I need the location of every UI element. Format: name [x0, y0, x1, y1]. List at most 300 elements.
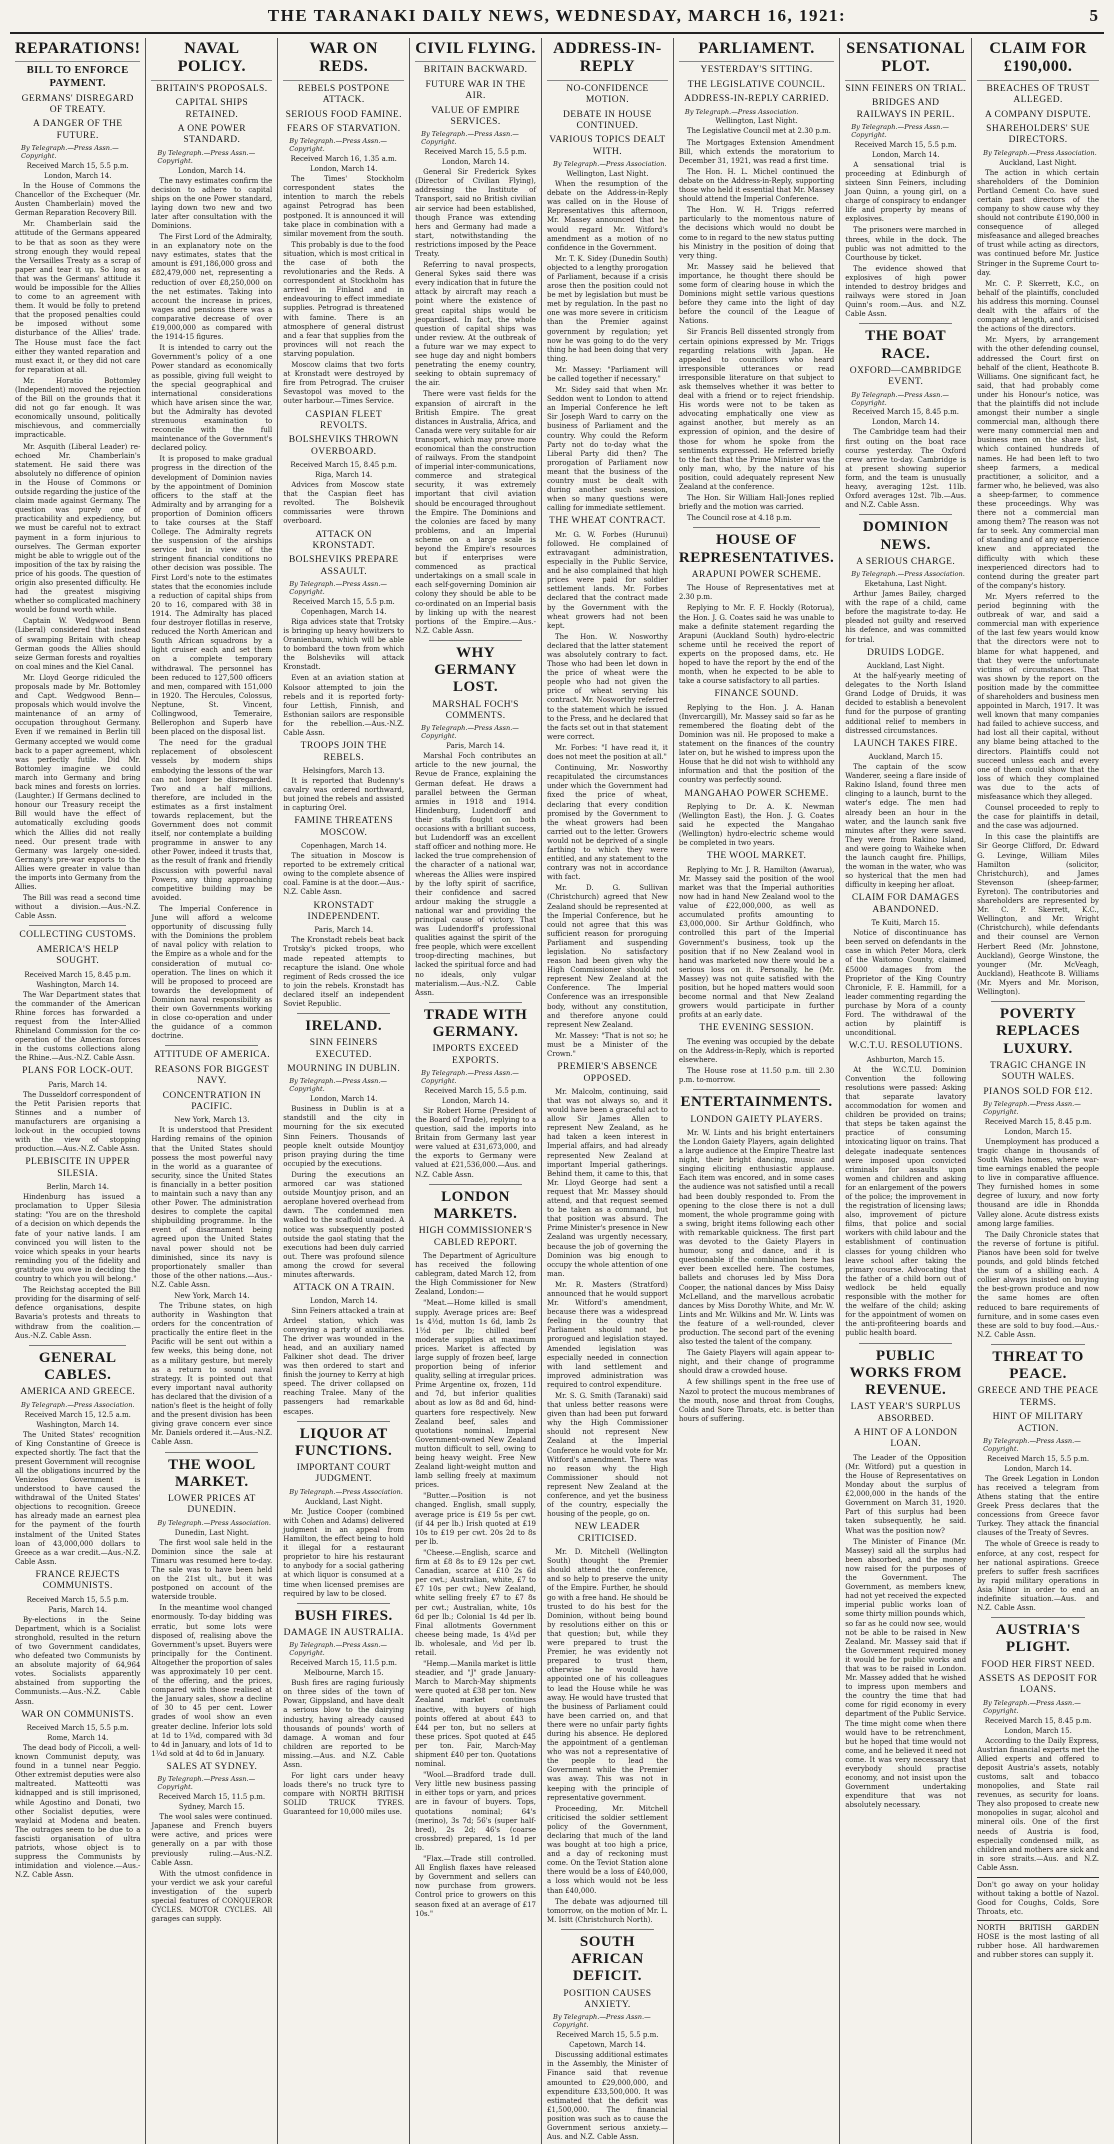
article-subheadline: BILL TO ENFORCE PAYMENT.	[26, 65, 129, 89]
dateline: New York, March 13.	[174, 1116, 250, 1125]
byline: By Telegraph.—Press Assn.—Copyright.	[157, 148, 256, 165]
article-paragraph: Marshal Foch contributes an article to the new journal, the Revue de France, explaining the German defeat. He draws a parallel between the German armies in 1918 and 1914. Hindenburg, Ludendorff and their staffs fought on both occasions with a brilliant success, but Ludendorff was an excellent staff officer and nothing more. He lacked the true comprehension of the character of a national war, whereas the Allies were inspired by the lofty spirit of sacrifice, their confidence and sacred ardour making the struggle a national war and providing the principal cause of victory. That was Ludendorff's professional qualities against the spirit of the free people, which were excellent troop-directing machines, but lacked the spiritual force and had no ideals, only vulgar materialism.—Aus.-N.Z. Cable Assn.	[415, 752, 536, 997]
divider	[297, 1603, 390, 1604]
article-paragraph: At the half-yearly meeting of delegates to the North Island Grand Lodge of Druids, it was decided to establish a benevolent fund for the purpose of granting additional relief to members in distressed circumstances.	[845, 672, 967, 735]
column-headline: CLAIM FOR £190,000.	[977, 40, 1099, 81]
column-headline: CIVIL FLYING.	[415, 40, 536, 62]
article-paragraph: Notice of discontinuance has been served on defendants in the case in which Peter Mora, clerk of the Waitomo County, claimed £5000 damages from the Proprietor of the King Country Chronicle, F. E. Hammill, for a leader commenting regarding the purchase by Mora of a county Ford. The withdrawal of the action by plaintiff is unconditional.	[845, 929, 967, 1038]
dateline: Auckland, Last Night.	[866, 662, 945, 671]
dateline: Helsingfors, March 13.	[302, 766, 385, 775]
article-paragraph: There were vast fields for the expansion of aircraft in the British Empire. The great distances in Australia, Africa, and Canada were very suitable for air transport, which may prove more economical than the construction of railways. From the standpoint of imperial inter-communications, commerce and strategical security, it was extremely important that civil aviation should be encouraged throughout the Empire. The Dominions and the colonies are faced by many problems, and an Imperial scheme on a large scale is beyond the Empire's resources but if enterprises were commenced as practical undertakings on a small scale in each self-governing Dominion air colony they should be able to be co-ordinated on an Imperial basis by linking up with the nearest portions of the Empire.—Aus.-N.Z. Cable Assn.	[415, 390, 536, 635]
article-paragraph: In the House of Commons the Chancellor of the Exchequer (Mr. Austen Chamberlain) moved the German Reparation Recovery Bill.	[15, 181, 141, 218]
byline: By Telegraph.—Press Assn.—Copyright.	[983, 1698, 1081, 1715]
byline: By Telegraph.—Press Assn.—Copyright.	[21, 144, 119, 161]
article-subheadline: ARAPUNI POWER SCHEME.	[691, 569, 822, 580]
article-subheadline: TROOPS JOIN THE REBELS.	[300, 741, 387, 763]
article-paragraph: Referring to naval prospects, General Sykes said there was every indication that in future the attack by aircraft may reach a point where the existence of great capital ships would be jeopardised. In fact, the whole question of capital ships was under review. At the outbreak of a future war we may expect to see huge day and night bombers penetrating the enemy country, seeking to obtain supremacy of the air.	[415, 261, 536, 388]
article-subheadline: CLAIM FOR DAMAGES ABANDONED.	[851, 893, 960, 915]
divider	[991, 1617, 1085, 1618]
article-paragraph: Sir Robert Horne (President of the Board of Trade), replying to a question, said the imports into Britain from Germany last year were valued at £31,673,000, and the exports to Germany were valued at £21,536,000.—Aus. and N.Z. Cable Assn.	[415, 1106, 536, 1179]
article-subheadline: MARSHAL FOCH'S COMMENTS.	[432, 699, 519, 722]
article-paragraph: Mr. S. G. Smith (Taranaki) said that unless better reasons were given than had been put forward why the High Commissioner should not represent New Zealand at the Imperial Conference he would vote for Mr. Witford's amendment. There was no reason why the High Commissioner should not represent New Zealand at the conference, and yet the business of the country, especially the housing of the people, go on.	[547, 1392, 668, 1519]
article-paragraph: At the W.C.T.U. Dominion Convention the following resolutions were passed: Asking that separate lavatory accommodation for women and children be provided on trains; that steps be taken against the practice of consuming intoxicating liquor on trains. That delegate inadequate sentences were imposed upon convicted criminals for assaults upon women and children and asking for an enlargement of the powers of the police; the improvement in the registration of licensing laws; also, improvement of picture films, that police and social workers with child labour and the establishment of continuation classes for young children who leave school after taking the primary course. Advocating that the father of a child born out of wedlock be held equally responsible with the mother for the welfare of the child; asking for the appointment of women on the anti-profiteering boards and public health board.	[845, 1065, 967, 1338]
dateline: Received March 15, 5.5 p.m.	[424, 1086, 527, 1095]
article-subheadline: FOOD HER FIRST NEED.	[981, 1659, 1095, 1670]
dateline: Received March 15, 11.5 p.m.	[158, 1793, 266, 1802]
dateline: London, March 14.	[309, 1095, 378, 1104]
dateline: Received March 15, 12.5 a.m.	[24, 1410, 131, 1419]
column-headline: PARLIAMENT.	[679, 40, 834, 62]
article-paragraph: Bush fires are raging furiously on three sides of the town of Powar, Gippsland, and have dealt a serious blow to the dairying industry, having already caused thousands of pounds' worth of damage. A woman and four children are reported to be missing.—Aus. and N.Z. Cable Assn.	[283, 1679, 405, 1770]
byline: By Telegraph.—Press Assn.—Copyright.	[289, 580, 388, 596]
article-subheadline: A HINT OF A LONDON LOAN.	[853, 1428, 958, 1450]
article-subheadline: REASONS FOR BIGGEST NAVY.	[154, 1064, 269, 1087]
article-paragraph: The action in which certain shareholders of the Dominion Portland Cement Co. have sued certain past directors of the company to show cause why they should not contribute £190,000 in consequence of alleged misfeasance and alleged breaches of trust while acting as directors, was continued before Mr. Justice Stringer in the Supreme Court to-day.	[977, 168, 1099, 277]
article-subheadline: MOURNING IN DUBLIN.	[287, 1064, 401, 1075]
page-number: 5	[1089, 6, 1098, 25]
dateline: New York, March 14.	[174, 1292, 250, 1300]
columns	[10, 38, 1104, 2142]
article-subheadline: DAMAGE IN AUSTRALIA.	[283, 1627, 404, 1638]
article-subheadline: AMERICA'S HELP SOUGHT.	[36, 944, 119, 967]
masthead-title: THE TARANAKI DAILY NEWS, WEDNESDAY, MARCH 16, 1921:	[267, 6, 847, 25]
dateline: Paris, March 14.	[314, 926, 374, 935]
article-subheadline: LONDON GAIETY PLAYERS.	[690, 1114, 823, 1125]
article-paragraph: The evidence showed that explosives of high power intended to destroy bridges and railways were stored in Joan Quinn's room.—Aus. and N.Z. Cable Assn.	[845, 264, 967, 319]
dateline: London, March 14.	[441, 158, 510, 167]
article-paragraph: The Kronstadt rebels beat back Trotsky's picked troops, who made repeated attempts to recapture the island. One whole regiment of Reds crossed the ice to join the rebels. Kronstadt has declared itself an independent Soviet Republic.	[283, 936, 405, 1008]
divider	[991, 1344, 1085, 1345]
article-paragraph: With the utmost confidence in your verdict we ask your careful investigation of the superb special features of CONQUEROR CYCLES. MOTOR CYCLES. All garages can supply.	[151, 1869, 273, 1924]
article-paragraph: The Dusseldorf correspondent of the Petit Parisien reports that Stinnes and a number of manufacturers are organising a lock-out in the occupied towns with the view of stopping production.—Aus.-N.Z. Cable Assn.	[15, 1090, 141, 1154]
dateline: Wellington, Last Night.	[566, 170, 649, 179]
column-headline: REPARATIONS!	[15, 40, 140, 62]
dateline: Received March 15, 5.5 p.m.	[26, 161, 129, 170]
article-subheadline: A ONE POWER STANDARD.	[177, 123, 246, 146]
article-headline: THE WOOL MARKET.	[168, 1456, 256, 1490]
article-headline: HOUSE OF REPRESENTATIVES.	[678, 532, 835, 566]
article-subheadline: PLANS FOR LOCK-OUT.	[22, 1066, 134, 1077]
article-subheadline: HIGH COMMISSIONER'S CABLED REPORT.	[418, 1226, 533, 1248]
article-paragraph: It is reported that Budenny's cavalry was ordered northward, but joined the rebels and assisted in capturing Orel.	[283, 776, 405, 813]
article-subheadline: A SERIOUS CHARGE.	[856, 556, 956, 567]
article-paragraph: Replying to the Hon. J. A. Hanan (Invercargill), Mr. Massey said so far as he remembered the floating debt of the Dominion was nil. He proposed to make a statement on the finances of the country later on, but he wished to impress upon the House that he did not wish to withhold any information and that the position of the country was perfectly sound.	[678, 703, 835, 785]
article-subheadline: SHAREHOLDERS' SUE DIRECTORS.	[986, 123, 1090, 146]
article-subheadline: FAMINE THREATENS MOSCOW.	[294, 816, 394, 838]
article-subheadline: LAST YEAR'S SURPLUS ABSORBED.	[850, 1402, 961, 1424]
article-paragraph: The House rose at 11.50 p.m. till 2.30 p.m. to-morrow.	[678, 1067, 835, 1085]
article-headline: SOUTH AFRICAN DEFICIT.	[571, 1933, 644, 1985]
article-subheadline: VALUE OF EMPIRE SERVICES.	[431, 105, 520, 127]
byline: By Telegraph.—Press Assn.—Copyright.	[421, 130, 519, 147]
article-paragraph: The whole of Greece is ready to enforce, at any cost, respect for her national aspirations. Greece prefers to suffer fresh sacrifices by rapid military operations in Asia Minor in order to end an indefinite situation.—Aus. and N.Z. Cable Assn.	[977, 1540, 1099, 1613]
article-subheadline: NO-CONFIDENCE MOTION.	[566, 83, 649, 106]
article-subheadline: SINN FEINERS ON TRIAL.	[845, 83, 966, 94]
article-paragraph: The First Lord of the Admiralty, in an explanatory note on the navy estimates, states that the amount is £91,186,000 gross and £82,479,000 net, representing a reduction of over £8,250,000 on the net estimates. Taking into account the increase in prices, wages and pensions there was a comparative decrease of over £19,000,000 as compared with the 1914-15 figures.	[151, 233, 273, 342]
article-subheadline: REBELS POSTPONE ATTACK.	[297, 83, 390, 106]
article-subheadline: BRIDGES AND RAILWAYS IN PERIL.	[856, 98, 955, 120]
article-paragraph: For light cars under heavy loads there's no truck tyre to compare with NORTH BRITISH SOLID TRUCK TYRES. Guaranteed for 10,000 miles use.	[283, 1772, 405, 1817]
dateline: Auckland, Last Night.	[999, 158, 1077, 167]
dateline: London, March 14.	[309, 165, 378, 174]
article-subheadline: SALES AT SYDNEY.	[166, 1761, 258, 1772]
article-paragraph: The prisoners were marched in threes, while in the dock. The public was not admitted to the Courthouse by ticket.	[845, 226, 967, 262]
article-paragraph: Advices from Moscow state that the Caspian fleet has revolted. The Bolshevik commissaries were thrown overboard.	[283, 481, 405, 526]
article-paragraph: The Legislative Council met at 2.30 p.m.	[686, 127, 831, 136]
dateline: Sydney, March 15.	[178, 1803, 245, 1812]
article-paragraph: In this case the plaintiffs are Sir George Clifford, Dr. Edward G. Levinge, William Miles Hamilton (solicitor, Christchurch), and James Stevenson (sheep-farmer, Eyreton). The contributories and shareholders are represented by Mr. C. P. Skerrett, K.C., Wellington, and Mr. Wright (Christchurch), while defendants and their counsel are Vernon Herbert Reed (Mr. Johnstone, Auckland), George Winstone, the younger (Mr. McVeagh, Auckland), Heathcote B. Williams (Mr. Myers and Mr. Morison, Wellington).	[977, 833, 1099, 996]
dateline: Eketahuna, Last Night.	[864, 580, 947, 589]
article-paragraph: The Department of Agriculture has received the following cablegram, dated March 12, from the High Commissioner for New Zealand, London:—	[415, 1251, 536, 1297]
dateline: Washington, March 14.	[36, 980, 119, 989]
article-headline: TRADE WITH GERMANY.	[423, 1006, 528, 1041]
byline: By Telegraph.—Press Association.	[289, 1487, 403, 1496]
dateline: Te Kuiti, March 15.	[871, 919, 940, 928]
article-paragraph: The Imperial Conference in June will afford a welcome opportunity of discussing fully with the Dominions the problem of naval policy with relation to the Empire as a whole and for the consideration of mutual co-operation. The lines on which it will be proposed to proceed are towards the development of Dominion naval responsibility as their own Governments working in close co-operation and under the guidance of a common doctrine.	[151, 904, 273, 1041]
article-paragraph: The Reichstag accepted the Bill providing for the disarming of self-defence organisations, despite Bavaria's protests and threats to withdraw from the coalition.—Aus.-N.Z. Cable Assn.	[15, 1286, 141, 1340]
article-subheadline: ADDRESS-IN-REPLY CARRIED.	[684, 94, 829, 105]
article-subheadline: GREECE AND THE PEACE TERMS.	[977, 1386, 1099, 1408]
dateline: Received March 15, 5.5 p.m.	[854, 140, 957, 149]
advertisement: Don't go away on your holiday without taking a bottle of Nazol. Good for Coughs, Colds, Sore Throats, etc.	[977, 1877, 1099, 1916]
article-subheadline: GERMANS' DISREGARD OF TREATY.	[21, 93, 134, 115]
dateline: Washington, March 14.	[36, 1420, 119, 1429]
dateline: Copenhagen, March 14.	[300, 842, 387, 851]
byline: By Telegraph.—Press Assn.—Copyright.	[983, 1100, 1081, 1116]
article-paragraph: "Flax.—Trade still controlled. All English flaxes have released by Government and sellers can now purchase from growers. Control price to growers on this season fixed at an average of £17 10s."	[415, 1855, 536, 1918]
dateline: Received March 15, 8.45 p.m.	[984, 1716, 1092, 1725]
article-subheadline: POSITION CAUSES ANXIETY.	[563, 1988, 652, 2011]
dateline: Received March 15, 5.5 p.m.	[424, 148, 527, 157]
article-subheadline: PIANOS SOLD FOR £12.	[983, 1086, 1093, 1097]
article-subheadline: PREMIER'S ABSENCE OPPOSED.	[557, 1062, 658, 1084]
byline: By Telegraph.—Press Assn.—Copyright.	[553, 2013, 651, 2030]
article-paragraph: General Sir Frederick Sykes (Director of Civilian Flying), addressing the Institute of Transport, said no British civilian air service had been established, though France was extending hers and Germany had made a start, notwithstanding the restrictions imposed by the Peace Treaty.	[415, 168, 536, 258]
article-subheadline: YESTERDAY'S SITTING.	[700, 65, 813, 76]
byline: By Telegraph.—Press Association.	[983, 148, 1097, 157]
article-subheadline: WAR ON COMMUNISTS.	[21, 1709, 134, 1720]
article-paragraph: The debate was adjourned till tomorrow, on the motion of Mr. L. M. Isitt (Christchurch North).	[547, 1897, 668, 1924]
byline: By Telegraph.—Press Assn.—Copyright.	[289, 1641, 388, 1658]
article-paragraph: Even at an aviation station at Kolsoor attempted to join the rebels and it is reported forty-four Lettish, Finnish, and Esthonian sailors are responsible for the rebellion.—Aus.-N.Z. Cable Assn.	[283, 674, 405, 738]
article-paragraph: Mr. Massey said he believed that importance, he thought there should be some form of clearing house in which the Dominions might settle various questions before they came into the light of day before the council of the League of Nations.	[678, 262, 835, 326]
article-paragraph: The Cambridge team had their first outing on the boat race course yesterday. The Oxford crew arrive to-day. Cambridge is at present showing superior form, and the team is unusually heavy, averaging 12st. 11lb. Oxford averages 12st. 7lb.—Aus. and N.Z. Cable Assn.	[845, 428, 967, 510]
article-paragraph: Mr. Horatio Bottomley (Independent) moved the rejection of the Bill on the grounds that it did not go far enough. It was economically unsound, politically mischievous, and commercially impracticable.	[15, 376, 141, 440]
article-paragraph: Discussing additional estimates in the Assembly, the Minister of Finance said that revenue amounted to £29,000,000, and expenditure £33,500,000. It was estimated that the deficit was £1,500,000. The financial position was such as to cause the Government serious anxiety.—Aus. and N.Z. Cable Assn.	[547, 2051, 668, 2142]
dateline: London, March 14.	[871, 150, 940, 159]
article-paragraph: This probably is due to the food situation, which is most critical in the case of both the revolutionaries and the Reds. A correspondent at Stockholm has arrived in Finland and in endeavouring to effect immediate supplies. Petrograd is threatened with famine. There is an atmosphere of general distrust and a fear that supplies from the provinces will not reach the starving population.	[283, 240, 405, 358]
dateline: Received March 15, 8.45 p.m.	[984, 1117, 1092, 1126]
article-paragraph: The Hon. Sir William Hall-Jones replied briefly and the motion was carried.	[678, 494, 835, 512]
article-subheadline: CAPITAL SHIPS RETAINED.	[175, 98, 249, 120]
dateline: Received March 15, 5.5 p.m.	[556, 2031, 659, 2040]
article-subheadline: THE EVENING SESSION.	[699, 1023, 814, 1034]
article-paragraph: It is understood that President Harding remains of the opinion that the United States should possess the most powerful navy in the world as a guarantee of security, since the United States is financially in a better position to maintain such a navy than any other Power. The administration desires to complete the capital shipbuilding programme. In the event of disarmament being agreed upon the United States naval power should not be diminished, since its navy is proportionately smaller than those of the other nations.—Aus.-N.Z. Cable Assn.	[151, 1126, 273, 1289]
divider	[991, 1001, 1085, 1002]
dateline: Dunedin, Last Night.	[174, 1528, 249, 1537]
byline: By Telegraph.—Press Assn.—Copyright.	[421, 724, 519, 741]
dateline: Paris, March 14.	[48, 1080, 108, 1089]
article-paragraph: The first wool sale held in the Dominion since the sale at Timaru was resumed here to-day. The sale was to have been held on the 21st ult., but it was postponed on account of the waterside trouble.	[151, 1538, 273, 1602]
article-paragraph: Unemployment has produced a tragic change in thousands of South Wales homes, where war-time earnings enabled the people to live in comparative affluence. They furnished homes in some degree of luxury, and now forty thousand are idle in Rhondda Valley alone. Acute distress exists among large families.	[977, 1137, 1099, 1228]
article-paragraph: A sensational trial is proceeding at Edinburgh of sixteen Sinn Feiners, including Joan Quinn, a young girl, on a charge of conspiracy to endanger life and property by means of explosives.	[845, 160, 967, 224]
divider	[29, 1345, 126, 1346]
article-paragraph: The need for the gradual replacement of obsolescent vessels by modern ships embodying the lessons of the war can not longer be disregarded. Two and a half millions, therefore, are included in the estimates as a first instalment towards replacement, but the Government does not commit itself, nor contemplate a building programme in answer to any other Power, indeed it trusts that, as the result of frank and friendly discussion with powerful naval Powers, any thing approaching competitive building may be avoided.	[151, 739, 273, 902]
column-5	[542, 38, 674, 2144]
article-paragraph: In the meantime wool changed enormously. To-day bidding was erratic, but some lots were disposed of, realising above the Government's upset. Buyers were principally for the Continent. Altogether the proportion of sales was approximately 10 per cent. of the offering, and the prices, compared with those realised at the January sales, show a decline of 30 to 45 per cent. Lower grades of wool show an even greater decline. Inferior lots sold at 1d to 1¾d, compared with 3d to 4d in January, and lots of 1d to 1¼d sold at 4d to 6d in January.	[151, 1604, 273, 1758]
dateline: London, March 15.	[1004, 1726, 1072, 1735]
dateline: London, March 14.	[871, 418, 940, 427]
column-7	[840, 38, 972, 2144]
byline: By Telegraph.—Press Association.	[684, 107, 799, 116]
dateline: London, March 14.	[1004, 1464, 1072, 1473]
article-paragraph: The Gaiety Players will again appear to-night, and their change of programme should draw a crowded house.	[678, 1349, 835, 1376]
article-headline: BUSH FIRES.	[294, 1607, 393, 1624]
article-paragraph: The House of Representatives met at 2.30 p.m.	[678, 584, 835, 602]
dateline: Received March 15, 5.5 p.m.	[26, 1724, 129, 1733]
dateline: Auckland, Last Night.	[305, 1497, 383, 1506]
article-headline: AUSTRIA'S PLIGHT.	[995, 1622, 1081, 1656]
article-subheadline: ASSETS AS DEPOSIT FOR LOANS.	[978, 1674, 1098, 1696]
article-paragraph: Mr. Myers, by arrangement with the other defending counsel, addressed the Court first on behalf of the client, Heathcote B. Williams. One significant fact, he said, that had probably come under his Honour's notice, was that the plaintiffs did not include amongst their number a single commercial man, although there were many commercial men and business men on the share list, which contained hundreds of names. He had been left to two sheep farmers, a medical practitioner, a solicitor, and a farmer who, he believed, was also a sheep-farmer, to commence these proceedings. Why was there not a commercial man among them? The reason was not far to seek. Any commercial man of standing and of any experience knew and appreciated the difficulty with which these inexperienced directors had to contend during the greater part of the company's history.	[977, 336, 1099, 590]
divider	[859, 514, 952, 515]
article-paragraph: Mr. Massey: "That is not so; he must be a Minister of the Crown."	[547, 1031, 668, 1059]
article-subheadline: TRAGIC CHANGE IN SOUTH WALES.	[990, 1060, 1087, 1083]
dateline: Riga, March 14.	[315, 471, 373, 480]
article-paragraph: The Times' Stockholm correspondent states the intention to march the rebels against Petrograd has been postponed. It is announced it will take place in combination with a similar movement from the south.	[283, 175, 405, 238]
article-paragraph: During the executions an armored car was stationed outside Mountjoy prison, and an aeroplane hovered overhead from dawn. The condemned men walked to the scaffold unaided. A notice was subsequently posted outside the gaol stating that the executions had been duly carried out. There was profound silence among the crowd for several minutes afterwards.	[283, 1170, 405, 1279]
dateline: Paris, March 14.	[446, 742, 505, 751]
article-paragraph: The Hon. H. L. Michel continued the debate on the Address-in-Reply, supporting those who held it essential that Mr. Massey should attend the Imperial Conference.	[678, 167, 835, 204]
dateline: Berlin, March 14.	[46, 1183, 109, 1192]
article-paragraph: It is intended to carry out the Government's policy of a one Power standard as economically as possible, giving full weight to the special geographical and international considerations which have arisen since the war, but the Admiralty has devoted strenuous examination to reconcile with the full maintenance of the Government's declared policy.	[151, 344, 273, 453]
article-paragraph: The Council rose at 4.18 p.m.	[686, 514, 792, 523]
column-3	[278, 38, 410, 2144]
dateline: London, March 14.	[441, 1096, 510, 1105]
column-headline: NAVAL POLICY.	[151, 40, 272, 81]
article-paragraph: Business in Dublin is at a standstill and the city in mourning for the six executed Sinn Feiners. Thousands of people knelt outside Mountjoy prison praying during the time occupied by the executions.	[283, 1105, 405, 1168]
dateline: Received March 15, 8.45 p.m.	[290, 461, 398, 470]
article-paragraph: Mr. Massey: "Parliament will be called together if necessary."	[547, 365, 668, 383]
dateline: Melbourne, March 15.	[303, 1669, 384, 1678]
byline: By Telegraph.—Press Assn.—Copyright.	[851, 390, 950, 407]
article-subheadline: IMPORTANT COURT JUDGMENT.	[296, 1463, 391, 1485]
article-paragraph: Replying to Mr. J. R. Hamilton (Awarua), Mr. Massey said the position of the wool market was that the Imperial authorities now had in hand New Zealand wool to the value of £22,000,000, as well as accumulated profits amounting to £3,000,000. Sir Arthur Goldfinch, who controlled this part of the Imperial Government's business, took up the position that if no New Zealand wool in hand was marketed now there would be a serious loss on it. Personally, he (Mr. Massey) was not quite satisfied with the position, but he hoped matters would soon become normal and that New Zealand growers would participate in further profits at an early date.	[678, 865, 835, 1020]
divider	[429, 1184, 522, 1185]
column-1	[10, 38, 146, 2144]
article-headline: THE BOAT RACE.	[865, 328, 947, 362]
byline: By Telegraph.—Press Association.	[851, 570, 965, 579]
article-paragraph: "Meat.—Home killed is small supply. Average prices are: Beef 1s 4½d, mutton 1s 6d, lamb 2s 1½d per lb; chilled beef moderate supplies at maximum prices. Market is affected by large supply of frozen beef, large proportion being of inferior quality, selling at irregular prices. Prime Argentine ox, frozen, 11d and 7d, but inferior qualities about as low as 8d and 6d, hind-quarters fore respectively. New Zealand beef, sales and quotations nominal. Imperial Government-owned New Zealand mutton difficult to sell, owing to being heavy weight. Free New Zealand light-weight mutton and lamb selling freely at maximum prices.	[415, 1299, 536, 1490]
divider	[297, 1421, 390, 1422]
article-paragraph: The wool sales were continued. Japanese and French buyers were active, and prices were generally on a par with those previously ruling.—Aus.-N.Z. Cable Assn.	[151, 1813, 273, 1867]
article-subheadline: HINT OF MILITARY ACTION.	[992, 1412, 1084, 1434]
divider	[693, 1089, 820, 1090]
article-subheadline: FINANCE SOUND.	[714, 689, 799, 700]
article-subheadline: ATTITUDE OF AMERICA.	[153, 1050, 271, 1061]
article-subheadline: AMERICA AND GREECE.	[20, 1387, 136, 1398]
article-headline: GENERAL CABLES.	[38, 1349, 117, 1383]
divider	[693, 527, 820, 528]
article-paragraph: The Tribune states, on high authority in Washington that orders for the concentration of practically the entire fleet in the Pacific will be sent out within a few weeks, this being done, not as a military gesture, but merely as a return to sound naval strategy. It is pointed out that every important naval authority has declared that the division of a nation's fleet is the height of folly and the present division has been giving grave concern ever since Mr. Daniels ordered it.—Aus.-N.Z. Cable Assn.	[151, 1302, 273, 1447]
article-paragraph: Mr. Chamberlain said the attitude of the Germans appeared to be that as soon as they were strong enough they would repeal the Versailles Treaty as a scrap of paper and tear it up. So long as that was the Germans' attitude it would be impossible for the Allies to come to an agreement with them. It would be folly to pretend that the proposed penalties could be imposed without some disturbance of the Allies' trade. The House must face the fact either they wanted reparation and must exact it, or they did not care for reparation at all.	[15, 220, 141, 374]
article-subheadline: CASPIAN FLEET REVOLTS.	[305, 409, 383, 431]
byline: By Telegraph.—Press Association.	[21, 1400, 135, 1409]
column-4	[410, 38, 542, 2144]
article-subheadline: VARIOUS TOPICS DEALT WITH.	[549, 135, 666, 157]
article-paragraph: Mr. Asquith (Liberal Leader) re-echoed Mr. Chamberlain's statement. He said there was absolutely no difference of opinion in the House of Commons or outside regarding the justice of the claim made against Germany. The question was purely one of practicability and expediency, but we must be careful not to extract payment in a form injurious to ourselves. The German exporter might be able to wriggle out of the imposition of the tax by raising the price of his goods. The question of origin also presented difficulty. He had the greatest misgiving whether so complicated machinery would be found worth while.	[15, 442, 141, 615]
article-paragraph: Mr. C. P. Skerrett, K.C., on behalf of the plaintiffs, concluded his address this morning. Counsel dealt with the affairs of the company at length, and criticised the actions of the directors.	[977, 279, 1099, 334]
divider	[429, 1002, 522, 1003]
article-paragraph: Riga advices state that Trotsky is bringing up heavy howitzers to Oranienbaum, which will be able to bombard the town from which the Bolsheviks will attack Kronstadt.	[283, 617, 405, 672]
divider	[165, 1045, 258, 1046]
dateline: London, March 14.	[309, 1297, 378, 1306]
article-subheadline: KRONSTADT INDEPENDENT.	[307, 900, 380, 922]
column-6	[674, 38, 840, 2144]
article-paragraph: Mr. Lloyd George ridiculed the proposals made by Mr. Bottomley and Capt. Wedgwood Benn—proposals which would involve the maintenance of an army of occupation throughout Germany. Even if we remained in Berlin till Germany accepted we would come back to a paper agreement, which was perfectly futile. Did Mr. Bottomley imagine we could march into Germany and bring back mines and forests on lorries. (Laughter.) If Germans declined to honour our Treasury receipt the Bill would have the effect of automatically excluding goods which the Allies did not really need. Our present trade with Germany was largely one-sided. Germany's pre-war exports to the Allies were greater in value than the imports into Germany from the Allies.	[15, 673, 141, 892]
article-paragraph: Mr. W. Lints and his bright entertainers the London Gaiety Players, again delighted a large audience at the Empire Theatre last night, their bright dancing, music and singing eliciting enthusiastic applause. Each item was encored, and in some cases the audience was not satisfied until a recall had been doubly responded to. From the opening to the close there is not a dull moment, the whole programme going with a swing, bright items following each other with remarkable quickness. The first part was devoted to the Gaiety Players in humour, song and dance, and it is questionable if the combination here has ever been excelled here. The costumes, ballets and choruses led by Miss Dora Cooper, the national dances by Miss Daisy McLelland, and the marvellous acrobatic dances by Miss Dorothy White, and Mr. W. Lints and Mr. Wilkins and Mr. W. Lints was the feature of a well-rounded, clever production. The second part of the evening also tested the talent of the company.	[678, 1128, 835, 1347]
article-paragraph: Arthur James Bailey, charged with the rape of a child, came before the magistrate to-day. He pleaded not guilty and reserved his defence, and was committed for trial.	[845, 590, 967, 644]
article-paragraph: The evening was occupied by the debate on the Address-in-Reply, which is reported elsewhere.	[678, 1037, 835, 1064]
byline: By Telegraph.—Press Assn.—Copyright.	[157, 1775, 256, 1792]
article-subheadline: MANGAHAO POWER SCHEME.	[684, 788, 829, 799]
article-subheadline: THE WOOL MARKET.	[706, 851, 807, 862]
article-subheadline: DRUIDS LODGE.	[866, 647, 945, 658]
article-paragraph: Sinn Feiners attacked a train at Ardeel station, which was conveying a party of auxiliaries. The driver was wounded in the head, and an auxiliary named Falkiner shot dead. The driver was then ordered to start and finish the journey to Kerry at high speed. The driver collapsed on reaching Tralee. Many of the passengers had remarkable escapes.	[283, 1307, 405, 1416]
article-headline: PUBLIC WORKS FROM REVENUE.	[849, 1347, 962, 1399]
article-headline: IRELAND.	[305, 1018, 383, 1035]
article-paragraph: Mr. T. K. Sidey (Dunedin South) objected to a lengthy prorogation of Parliament, because if a crisis arose then the position could not be met by legislation but must be met by regulation. In the past no one was more severe in criticism than the Premier against government by regulation; yet now he was going to do the very thing he had been doing that very thing.	[547, 254, 668, 363]
article-subheadline: FEARS OF STARVATION.	[286, 123, 401, 134]
article-paragraph: The Bill was read a second time without a division.—Aus.-N.Z. Cable Assn.	[15, 894, 141, 921]
article-paragraph: The situation in Moscow is reported to be extremely critical owing to the complete absence of coal. Famine is at the door.—Aus.-N.Z. Cable Assn.	[283, 852, 405, 897]
article-subheadline: ATTACK ON KRONSTADT.	[312, 529, 375, 551]
article-paragraph: The Leader of the Opposition (Mr. Witford) put a question in the House of Representatives on Monday about the surplus of £2,000,000 in the hands of the Government on March 31, 1920. Part of this surplus had been taken subsequently, he said. What was the position now?	[845, 1453, 967, 1535]
article-paragraph: The Greek Legation in London has received a telegram from Athens stating that the entire Greek Press declares that the concessions from Greece favor Turkey. They attack the financial clauses of the Treaty of Sevres.	[977, 1474, 1099, 1538]
article-paragraph: According to the Daily Express, Austrian financial experts met the Allied experts and offered to deposit Austria's assets, notably customs, salt and tobacco monopolies, and State rail revenues, as security for loans. They also proposed to create new monopolies in sugar, alcohol and mineral oils. One of the first needs of Austria is food, especially condensed milk, as children and mothers are sick and in sore straits.—Aus. and N.Z. Cable Assn.	[977, 1736, 1099, 1872]
article-subheadline: DEBATE IN HOUSE CONTINUED.	[563, 109, 652, 131]
column-headline: WAR ON REDS.	[283, 40, 404, 81]
article-subheadline: COLLECTING CUSTOMS.	[19, 930, 137, 941]
article-paragraph: The Mortgages Extension Amendment Bill, which extends the moratorium to December 31, 1921, was read a first time.	[678, 138, 835, 165]
article-subheadline: LOWER PRICES AT DUNEDIN.	[167, 1494, 256, 1516]
masthead	[10, 0, 1104, 34]
article-subheadline: BREACHES OF TRUST ALLEGED.	[986, 83, 1090, 106]
divider	[165, 1452, 258, 1453]
dateline: London, March 15.	[1004, 1127, 1072, 1136]
article-paragraph: Sir Francis Bell dissented strongly from certain opinions expressed by Mr. Triggs regarding relations with Japan. He appealed to councillors who heard irresponsible utterances or read irresponsible literature on that subject to ask themselves whether it was better to deal with a friend or to reject friendship. His words were not to be taken as advocating emphatically one view as against another, but merely as an expression of opinion, and the desire of those for whom he spoke from the sentiments expressed. He referred briefly to the fact that the Prime Minister was the only man, who, by the nature of his position, could adequately represent New Zealand at the conference.	[678, 328, 835, 492]
dateline: Received March 15, 5.5 p.m.	[986, 1454, 1090, 1463]
dateline: Capetown, March 14.	[569, 2041, 646, 2050]
byline: By Telegraph.—Press Assn.—Copyright.	[289, 137, 388, 154]
article-subheadline: BOLSHEVIKS THROWN OVERBOARD.	[288, 435, 399, 457]
article-paragraph: Mr. D. G. Sullivan (Christchurch) agreed that New Zealand should be represented at the Imperial Conference, but he could not agree that this was sufficient reason for proroguing Parliament and suspending legislation. No satisfactory reason had been given why the High Commissioner should not represent New Zealand at the Conference. The Imperial Conference was an irresponsible body, without any constitution, and therefore anyone could represent New Zealand.	[547, 884, 668, 1029]
byline: By Telegraph.—Press Association.	[553, 160, 667, 169]
column-headline: ADDRESS-IN-REPLY	[547, 40, 668, 81]
article-subheadline: OXFORD—CAMBRIDGE EVENT.	[849, 365, 962, 388]
article-subheadline: SINN FEINERS EXECUTED.	[309, 1038, 378, 1060]
article-subheadline: CONCENTRATION IN PACIFIC.	[162, 1090, 262, 1112]
article-subheadline: FRANCE REJECTS COMMUNISTS.	[35, 1569, 120, 1592]
byline: By Telegraph.—Press Assn.—Copyright.	[421, 1069, 519, 1085]
dateline: Received March 15, 8.45 p.m.	[24, 970, 132, 979]
article-headline: POVERTY REPLACES LUXURY.	[996, 1006, 1081, 1057]
article-paragraph: It is proposed to make gradual progress in the direction of the development of Dominion navies by the appointment of Dominion officers to the staff at the Admiralty and by arranging for a proportion of Dominion officers to take courses at the Staff College. The Admiralty regrets the suspension of the airships service but in view of the stringent financial conditions no other decision was possible. The First Lord's note to the estimates states that the economies include a reduction of capital ships from 20 to 16, compared with 38 in 1914. The Admiralty has placed four destroyer flotillas in reserve, reduced the North American and South African squadrons by a light cruiser each and set them on a complete temporary withdrawal. The personnel has been reduced to 127,500 officers and men, compared with 151,000 in 1920. The Hercules, Colossus, Neptune, St. Vincent, Collingwood, Temeraire, Bellerophon and Superb have been placed on the disposal list.	[151, 455, 273, 737]
dateline: Received March 15, 5.5 p.m.	[292, 597, 395, 606]
byline: By Telegraph.—Press Assn.—Copyright.	[289, 1077, 388, 1094]
column-2	[146, 38, 278, 2144]
article-paragraph: Replying to Mr. F. F. Hockly (Rotorua), the Hon. J. G. Coates said he was unable to make a definite statement regarding the Arapuni (Auckland South) hydro-electric scheme until he received the report of experts on the proposed dams, etc. He hoped to have the report by the end of the month, when he expected to be able to take a course satisfactory to all parties.	[678, 604, 835, 686]
article-paragraph: Mr. Forbes: "I have read it, it does not meet the position at all."	[547, 743, 668, 762]
article-headline: DOMINION NEWS.	[862, 519, 949, 553]
article-subheadline: LAUNCH TAKES FIRE.	[853, 738, 958, 749]
article-subheadline: ATTACK ON A TRAIN.	[292, 1283, 395, 1294]
column-headline: SENSATIONAL PLOT.	[845, 40, 966, 81]
article-paragraph: The War Department states that the commander of the American Rhine forces has forwarded a request from the Inter-Allied Rhineland Commission for the co-operation of the American forces in the customs collections along the Rhine.—Aus.-N.Z. Cable Assn.	[15, 990, 141, 1063]
article-paragraph: The navy estimates confirm the decision to adhere to capital ships on the one Power standard, laying down two new and two later after consultation with the Dominions.	[151, 176, 273, 231]
article-paragraph: The Hon. W. H. Triggs referred particularly to the momentous nature of the decisions which would no doubt be come to in regard to the new status putting his Ministry in the position of doing that very thing.	[678, 206, 835, 260]
article-paragraph: Mr. G. W. Forbes (Hurunui) followed. He complained of extravagant administration, especially in the Public Service, and he also complained that high prices were paid for soldier settlement lands. Mr. Forbes declared that the contract made by the Government with the wheat growers had not been kept.	[547, 530, 668, 630]
dateline: Auckland, March 15.	[868, 753, 943, 762]
divider	[429, 640, 522, 641]
article-subheadline: A DANGER OF THE FUTURE.	[32, 119, 123, 141]
article-subheadline: A COMPANY DISPUTE.	[985, 109, 1092, 120]
dateline: Ashburton, March 15.	[866, 1055, 945, 1064]
byline: By Telegraph.—Press Association.	[157, 1518, 272, 1527]
article-subheadline: THE LEGISLATIVE COUNCIL.	[687, 79, 826, 90]
article-subheadline: NEW LEADER CRITICISED.	[574, 1522, 641, 1544]
article-subheadline: BRITAIN BACKWARD.	[423, 65, 528, 76]
divider	[29, 925, 126, 926]
article-headline: WHY GERMANY LOST.	[434, 644, 517, 696]
dateline: Copenhagen, March 14.	[300, 607, 387, 616]
article-paragraph: Replying to Dr. A. K. Newman (Wellington East), the Hon. J. G. Coates said he expected the Mangahao (Wellington) hydro-electric scheme would be completed in two years.	[678, 802, 835, 848]
divider	[297, 1013, 390, 1014]
article-subheadline: BOLSHEVIKS PREPARE ASSAULT.	[288, 555, 399, 577]
divider	[859, 323, 952, 324]
byline: By Telegraph.—Press Assn.—Copyright.	[851, 122, 950, 139]
dateline: Received March 16, 1.35 a.m.	[290, 155, 397, 164]
byline: By Telegraph.—Press Assn.—Copyright.	[983, 1436, 1081, 1453]
article-subheadline: IMPORTS EXCEED EXPORTS.	[432, 1044, 519, 1066]
dateline: London, March 14.	[43, 171, 112, 180]
article-paragraph: The Hon. W. Nosworthy declared that the latter statement was absolutely contrary to fact. Those who had been let down in the price of wheat were the people who had not given the price of wheat serving his contract. Mr. Nosworthy referred to the statement which he issued to the Press, and he declared that the facts set out in that statement were correct.	[547, 632, 668, 741]
article-paragraph: Counsel proceeded to reply to the case for plaintiffs in detail, and the case was adjourned.	[977, 804, 1099, 831]
article-subheadline: SERIOUS FOOD FAMINE.	[285, 109, 402, 120]
article-paragraph: Moscow claims that two forts at Kronstadt were destroyed by fire from Petrograd. The cruiser Sevastopol was moved to the outer harbour.—Times Service.	[283, 361, 405, 406]
article-paragraph: The United States' recognition of King Constantine of Greece is expected shortly. The fact that the present Government will recognise all the obligations incurred by the Venizelos Government is understood to have caused the withdrawal of the United States' objections to recognition. Greece has already made an earnest plea for the payment of the fourth instalment of the United States loan of 43,000,000 dollars to Greece as a war credit.—Aus.-N.Z. Cable Assn.	[15, 1430, 141, 1566]
article-subheadline: PLEBISCITE IN UPPER SILESIA.	[25, 1157, 131, 1179]
article-paragraph: The dead body of Piccoli, a well-known Communist deputy, was found in a tunnel near Peggio. Other extremist deputies were also maltreated. Matteotti was kidnapped and is still imprisoned, while Agostino and Donati, two other Socialist deputies, were waylaid at Modena and beaten. The outrages seem to be due to a fascisti organisation of ultra patriots, whose object is to suppress the Communists by intimidation and violence.—Aus.-N.Z. Cable Assn.	[15, 1744, 141, 1880]
article-headline: LONDON MARKETS.	[433, 1188, 518, 1222]
advertisement: NORTH BRITISH GARDEN HOSE is the most lasting of all rubber hose. All hardwaremen and rubber stores can supply it.	[977, 1920, 1099, 1959]
article-paragraph: Mr. Myers referred to the period beginning with the outbreak of war, and said a commercial man with experience of the last few years would know that the directors were not to blame for what happened, and that they were the unfortunate victims of circumstances. That was shown by the report on the position made by the committee of shareholders and business men appointed in March, 1917. It was well known that many companies had failed to achieve success, and had lost all their capital, without any blame being attached to the directors. Plaintiffs could not succeed unless each and every one of them could show that the loss of which they complained was due to the acts of misfeasance which they alleged.	[977, 592, 1099, 802]
dateline: London, March 14.	[178, 166, 246, 175]
dateline: Wellington, Last Night.	[715, 117, 798, 126]
dateline: Paris, March 14.	[48, 1605, 108, 1614]
article-paragraph: "Wool.—Bradford trade dull. Very little new business passing in either tops or yarn, and prices are in favour of buyers. Tops, quotations nominal; 64's (merino), 3s 7d; 56's (super half-bred), 2s 2d; 46's (coarse crossbred) prepared, 1s 1d per lb.	[415, 1771, 536, 1852]
article-paragraph: Mr. Justice Cooper (combined with Cohen and Adams) delivered judgment in an appeal from Hamilton, the effect being to hold it illegal for a restaurant proprietor to hire his restaurant to anybody for a social gathering at which liquor is consumed at a time when licensed premises are required by law to be closed.	[283, 1507, 405, 1598]
divider	[859, 1343, 952, 1344]
article-paragraph: Mr. Sidey said that when Mr. Seddon went to London to attend an Imperial Conference he left Sir Joseph Ward to carry on the business of Parliament and the country. Why could the Reform Party not do to-day what the Liberal Party did then? The prorogation of Parliament now meant that the business of the country must be dealt with during another such session, when so many questions were calling for immediate settlement.	[547, 386, 668, 513]
article-paragraph: The captain of the scow Wanderer, seeing a flare inside of Rakino Island, found three men clinging to a launch, burnt to the water's edge. The men had already been an hour in the water, and the launch sank five minutes after they were saved. They were from Rakino Island, and were going to Waiheke when the launch caught fire. Phillips, the woman in the water, who was so hysterical that the men had difficulty in keeping her afloat.	[845, 763, 967, 890]
article-paragraph: Mr. R. Masters (Stratford) announced that he would support Mr. Witford's amendment, because there was a widespread feeling in the country that Parliament should not be prorogued and legislation stayed. Amended legislation was especially needed in connection with land settlement and improved administration was required to control expenditure.	[547, 1280, 668, 1389]
article-subheadline: W.C.T.U. RESOLUTIONS.	[848, 1041, 963, 1052]
article-paragraph: The Minister of Finance (Mr. Massey) said all the surplus had been absorbed, and the money now raised for the purposes of the Government. The Government, as members knew, had not yet received the expected imperial public works loan of some thirty million pounds which, so far as he could now see, would not be able to be raised in New Zealand. Mr. Massey said that if the Government required money it would be for public works and that was to be raised in London. Mr. Massey added that he wished to impress upon members and the country the time that had come for rigid economy in every department of the Public Service. The time might come when there would have to be retrenchment, but he hoped that time would not come, and he believed it need not come. It was very necessary that everybody should practise economy, and not insist upon the Government undertaking expenditure that was not absolutely necessary.	[845, 1537, 967, 1810]
dateline: Received March 15, 11.5 p.m.	[290, 1659, 398, 1668]
article-headline: THREAT TO PEACE.	[992, 1348, 1084, 1383]
article-paragraph: Hindenburg has issued a proclamation to Upper Silesia stating: "You are on the threshold of a decision on which depends the fate of your native lands. I am convinced you will listen to the voice which speaks in your hearts reminding you of the fidelity and gratitude you owe in deciding the country to which you will belong."	[15, 1193, 141, 1284]
